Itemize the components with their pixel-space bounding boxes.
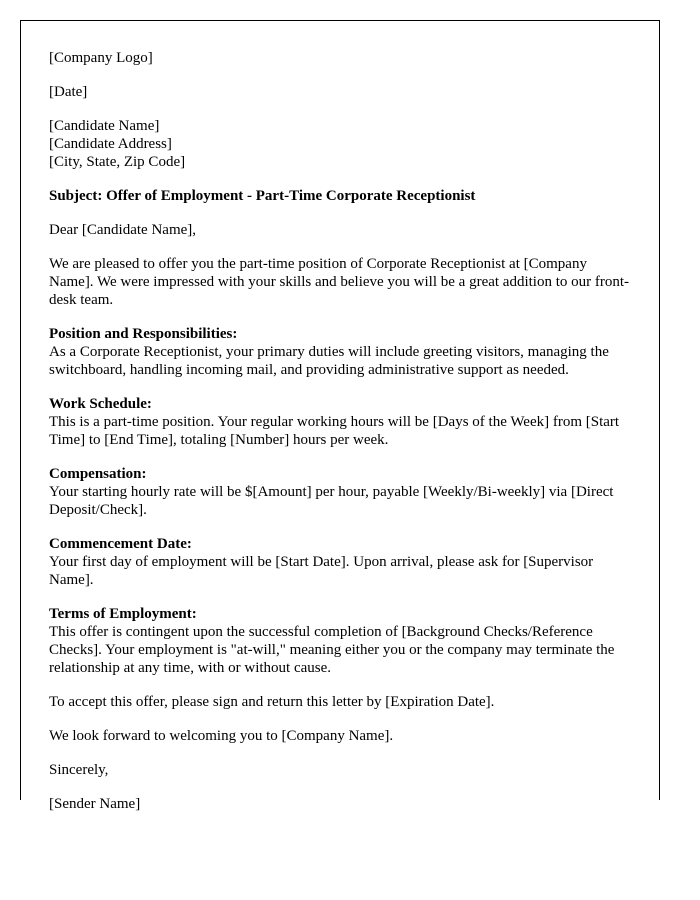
section-body: Your starting hourly rate will be $[Amount] per hour, payable [Weekly/Bi-weekly] via [Direct Deposit/Check].	[49, 484, 614, 518]
section-heading: Terms of Employment:	[49, 606, 197, 622]
section-schedule	[49, 395, 635, 449]
section-heading: Work Schedule:	[49, 396, 152, 412]
acceptance-paragraph: To accept this offer, please sign and return this letter by [Expiration Date].	[49, 694, 495, 710]
letter-subject: Subject: Offer of Employment - Part-Time Corporate Receptionist	[49, 188, 476, 204]
section-heading: Compensation:	[49, 466, 147, 482]
recipient-city-state-zip: [City, State, Zip Code]	[49, 154, 186, 170]
section-commencement	[49, 535, 635, 589]
sign-off: Sincerely,	[49, 762, 109, 778]
recipient-address: [Candidate Address]	[49, 136, 172, 152]
salutation: Dear [Candidate Name],	[49, 222, 197, 238]
letter-content	[49, 49, 635, 829]
section-body: This offer is contingent upon the successful completion of [Background Checks/Reference Checks]. Your employment is "at-will," meaning either you or the company may terminate the relationship at any time, with or without cause.	[49, 624, 615, 676]
section-body: Your first day of employment will be [Start Date]. Upon arrival, please ask for [Supervisor Name].	[49, 554, 594, 588]
closing-paragraph: We look forward to welcoming you to [Company Name].	[49, 728, 394, 744]
recipient-block	[49, 117, 635, 171]
company-logo-placeholder: [Company Logo]	[49, 50, 153, 66]
section-position	[49, 325, 635, 379]
section-compensation	[49, 465, 635, 519]
section-body: This is a part-time position. Your regular working hours will be [Days of the Week] from [Start Time] to [End Time], totaling [Number] hours per week.	[49, 414, 620, 448]
section-heading: Position and Responsibilities:	[49, 326, 238, 342]
section-body: As a Corporate Receptionist, your primary duties will include greeting visitors, managing the switchboard, handling incoming mail, and providing administrative support as needed.	[49, 344, 609, 378]
section-terms	[49, 605, 635, 677]
sender-name: [Sender Name]	[49, 796, 141, 812]
letter-page	[20, 20, 660, 812]
intro-paragraph: We are pleased to offer you the part-time position of Corporate Receptionist at [Company Name]. We were impressed with your skills and believe you will be a great addition to our front-desk team.	[49, 256, 630, 308]
letter-date: [Date]	[49, 84, 88, 100]
recipient-name: [Candidate Name]	[49, 118, 160, 134]
section-heading: Commencement Date:	[49, 536, 192, 552]
